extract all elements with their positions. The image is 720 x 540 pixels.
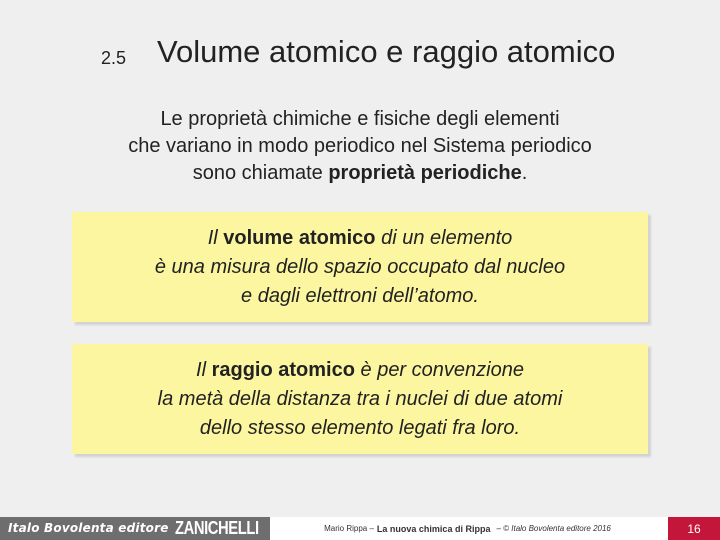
term-atomic-volume: volume atomico [223,226,376,249]
intro-line-3-pre: sono chiamate [192,162,329,184]
copyright-text: – © Italo Bovolenta editore 2016 [496,524,611,533]
publisher-logo-bar [0,517,270,540]
intro-line-1: Le proprietà chimiche e fisiche degli elementi [160,108,560,130]
author-name: Mario Rippa – [324,524,374,533]
box1-line-1-pre: Il [207,226,224,249]
box2-line-1 [72,356,648,385]
box2-line-1-post: è per convenzione [354,358,524,381]
intro-paragraph [40,106,680,187]
book-title: La nuova chimica di Rippa [376,523,491,534]
box2-line-1-pre: Il [196,358,212,381]
box1-line-1-post: di un elemento [375,226,513,249]
definition-box-atomic-radius [72,344,648,454]
section-number: 2.5 [101,48,127,68]
publisher-name: Italo Bovolenta editore [8,521,169,535]
box1-line-1 [72,224,648,253]
slide-footer [0,517,720,540]
definition-box-atomic-volume [72,212,648,322]
book-credit [270,517,668,540]
page-number: 16 [668,517,720,540]
box1-line-3: e dagli elettroni dell’atomo. [241,284,479,307]
term-atomic-radius: raggio atomico [211,358,355,381]
zanichelli-logo: ZANICHELLI [175,518,259,538]
intro-line-2: che variano in modo periodico nel Sistema periodico [128,135,592,157]
box2-line-3: dello stesso elemento legati fra loro. [199,416,521,439]
box1-line-2: è una misura dello spazio occupato dal nucleo [154,255,566,278]
slide-title: Volume atomico e raggio atomico [157,34,616,69]
slide-header [0,34,720,78]
intro-line-3-post: . [521,162,528,184]
intro-line-3 [40,160,680,187]
box2-line-2: la metà della distanza tra i nuclei di due atomi [157,387,563,410]
term-periodic-properties: proprietà periodiche [328,162,522,184]
